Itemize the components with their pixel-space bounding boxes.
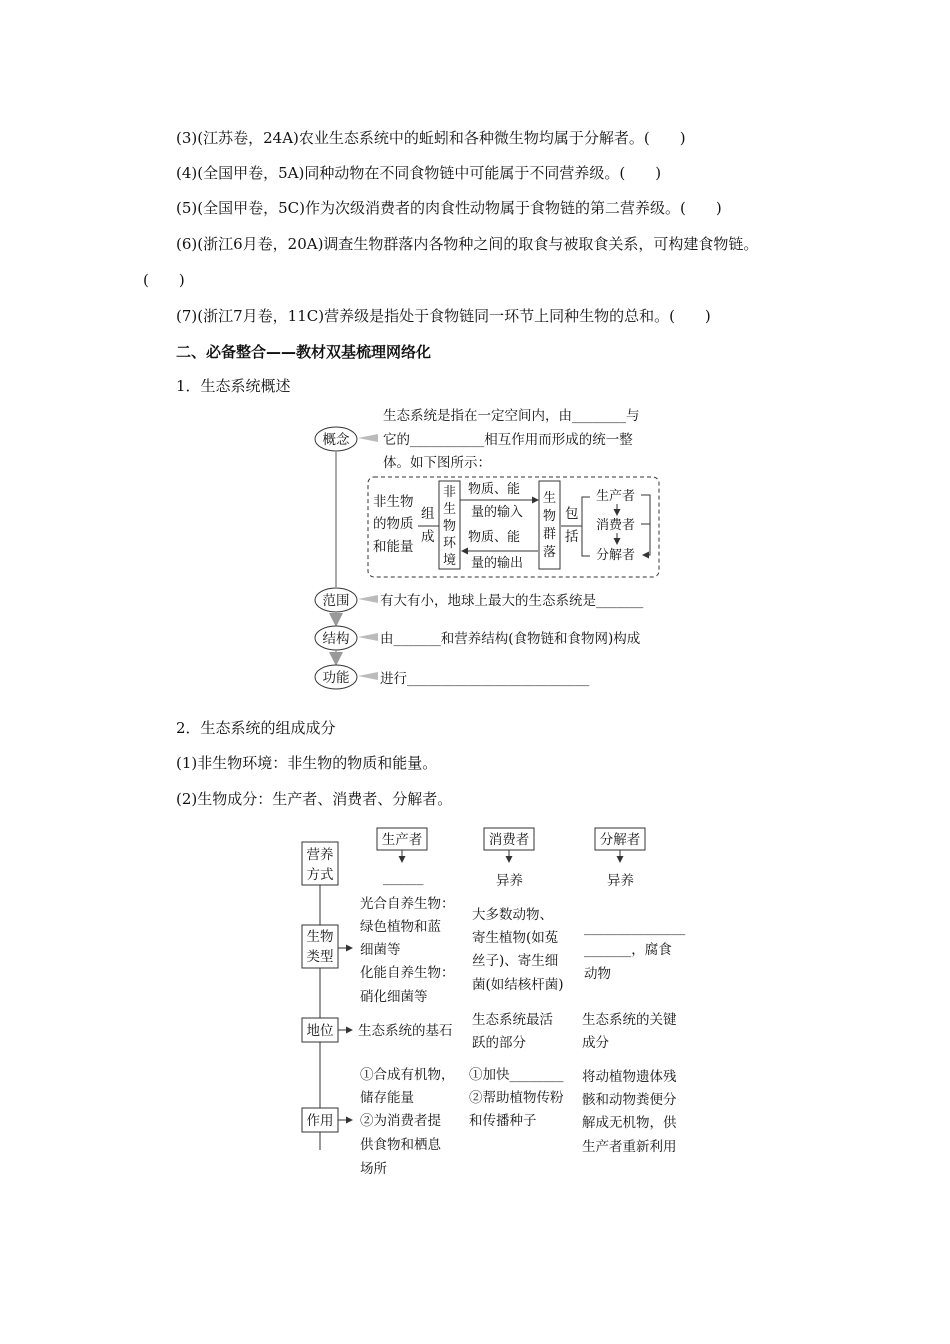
concept-line-3: 体。如下图所示： [383,455,491,471]
question-4: (4)(全国甲卷，5A)同种动物在不同食物链中可能属于不同营养级。( ) [176,164,662,182]
svg-text:异养: 异养 [496,873,523,889]
svg-text:生态系统的基石: 生态系统的基石 [358,1023,453,1039]
svg-text:方式: 方式 [306,867,334,883]
svg-text:作用: 作用 [306,1113,334,1129]
svg-text:营养: 营养 [306,847,334,863]
question-7: (7)(浙江7月卷，11C)营养级是指处于食物链同一环节上同种生物的总和。( ) [176,307,711,325]
item-2: (2)生物成分：生产者、消费者、分解者。 [176,790,453,808]
svg-text:菌(如结核杆菌): 菌(如结核杆菌) [472,977,564,993]
svg-text:物: 物 [542,509,557,524]
svg-text:地位: 地位 [306,1023,334,1039]
svg-text:跃的部分: 跃的部分 [472,1035,526,1051]
svg-text:成: 成 [421,529,435,545]
section-title: 二、必备整合——教材双基梳理网络化 [176,343,432,361]
svg-text:②为消费者提: ②为消费者提 [360,1113,441,1129]
svg-text:类型: 类型 [306,949,334,965]
concept-line-2: 它的___________相互作用而形成的统一整 [383,432,633,448]
function-text: 进行___________________________ [380,671,590,687]
svg-text:生态系统的关键: 生态系统的关键 [582,1012,677,1028]
svg-text:______: ______ [383,870,424,886]
scope-text: 有大有小，地球上最大的生态系统是_______ [380,593,644,609]
ecosystem-components-diagram [0,820,950,1180]
subsection-2-title: 2．生态系统的组成成分 [176,719,336,737]
svg-text:和传播种子: 和传播种子 [469,1113,537,1129]
question-3: (3)(江苏卷，24A)农业生态系统中的蚯蚓和各种微生物均属于分解者。( ) [176,129,686,147]
svg-text:范围: 范围 [322,593,350,609]
svg-text:结构: 结构 [322,631,350,647]
ecosystem-overview-diagram [0,400,950,700]
svg-text:生物: 生物 [306,929,334,945]
svg-text:绿色植物和蓝: 绿色植物和蓝 [360,919,441,935]
svg-text:供食物和栖息: 供食物和栖息 [360,1137,441,1153]
svg-text:物: 物 [442,519,457,534]
svg-text:动物: 动物 [584,966,611,982]
svg-text:的物质: 的物质 [373,516,414,532]
structure-text: 由_______和营养结构(食物链和食物网)构成 [380,631,641,647]
svg-text:细菌等: 细菌等 [360,942,401,958]
svg-text:功能: 功能 [322,670,350,686]
svg-text:分解者: 分解者 [599,832,641,848]
question-6-bracket: ( ) [143,271,185,289]
svg-text:消费者: 消费者 [488,832,530,848]
svg-text:储存能量: 储存能量 [360,1090,414,1106]
svg-text:①加快________: ①加快________ [469,1067,564,1083]
svg-text:将动植物遗体残: 将动植物遗体残 [582,1069,677,1085]
svg-text:落: 落 [542,545,557,560]
concept-line-1: 生态系统是指在一定空间内，由________与 [383,408,640,424]
svg-text:量的输入: 量的输入 [471,505,524,520]
svg-text:和能量: 和能量 [373,539,414,555]
svg-text:解成无机物，供: 解成无机物，供 [582,1115,677,1131]
svg-text:环: 环 [442,536,457,551]
subsection-1-title: 1．生态系统概述 [176,377,291,395]
svg-text:硝化细菌等: 硝化细菌等 [360,989,428,1005]
svg-text:括: 括 [565,529,579,545]
svg-text:组: 组 [421,506,435,522]
svg-text:_______________: _______________ [584,920,686,936]
svg-text:群: 群 [542,527,557,542]
svg-text:①合成有机物，: ①合成有机物， [360,1067,455,1083]
svg-text:光合自养生物：: 光合自养生物： [360,896,455,912]
svg-text:物质、能: 物质、能 [468,530,521,545]
svg-text:非生物: 非生物 [373,494,414,510]
svg-text:_______，腐食: _______，腐食 [584,942,672,958]
concept-label: 概念 [322,432,350,448]
svg-text:生产者: 生产者 [381,832,423,848]
svg-text:生产者重新利用: 生产者重新利用 [582,1139,677,1155]
svg-text:生: 生 [442,502,457,517]
svg-text:包: 包 [565,506,579,522]
svg-text:消费者: 消费者 [596,518,636,533]
svg-text:丝子)、寄生细: 丝子)、寄生细 [472,953,559,969]
svg-text:分解者: 分解者 [596,548,636,563]
svg-text:寄生植物(如菟: 寄生植物(如菟 [472,930,559,946]
svg-text:量的输出: 量的输出 [471,556,524,571]
svg-text:生态系统最活: 生态系统最活 [472,1012,553,1028]
svg-text:大多数动物、: 大多数动物、 [472,907,553,923]
svg-text:生产者: 生产者 [596,489,636,504]
question-6: (6)(浙江6月卷，20A)调查生物群落内各物种之间的取食与被取食关系，可构建食物链。 [176,235,759,253]
item-1: (1)非生物环境：非生物的物质和能量。 [176,754,438,772]
question-5: (5)(全国甲卷，5C)作为次级消费者的肉食性动物属于食物链的第二营养级。( ) [176,199,722,217]
svg-text:场所: 场所 [360,1161,387,1177]
svg-text:骸和动物粪便分: 骸和动物粪便分 [582,1092,677,1108]
svg-text:②帮助植物传粉: ②帮助植物传粉 [469,1090,564,1106]
svg-text:物质、能: 物质、能 [468,482,521,497]
svg-text:非: 非 [442,485,457,500]
svg-text:境: 境 [442,553,457,568]
svg-text:化能自养生物：: 化能自养生物： [360,965,455,981]
svg-text:生: 生 [542,491,557,506]
svg-text:成分: 成分 [582,1035,609,1051]
svg-text:异养: 异养 [607,873,634,889]
